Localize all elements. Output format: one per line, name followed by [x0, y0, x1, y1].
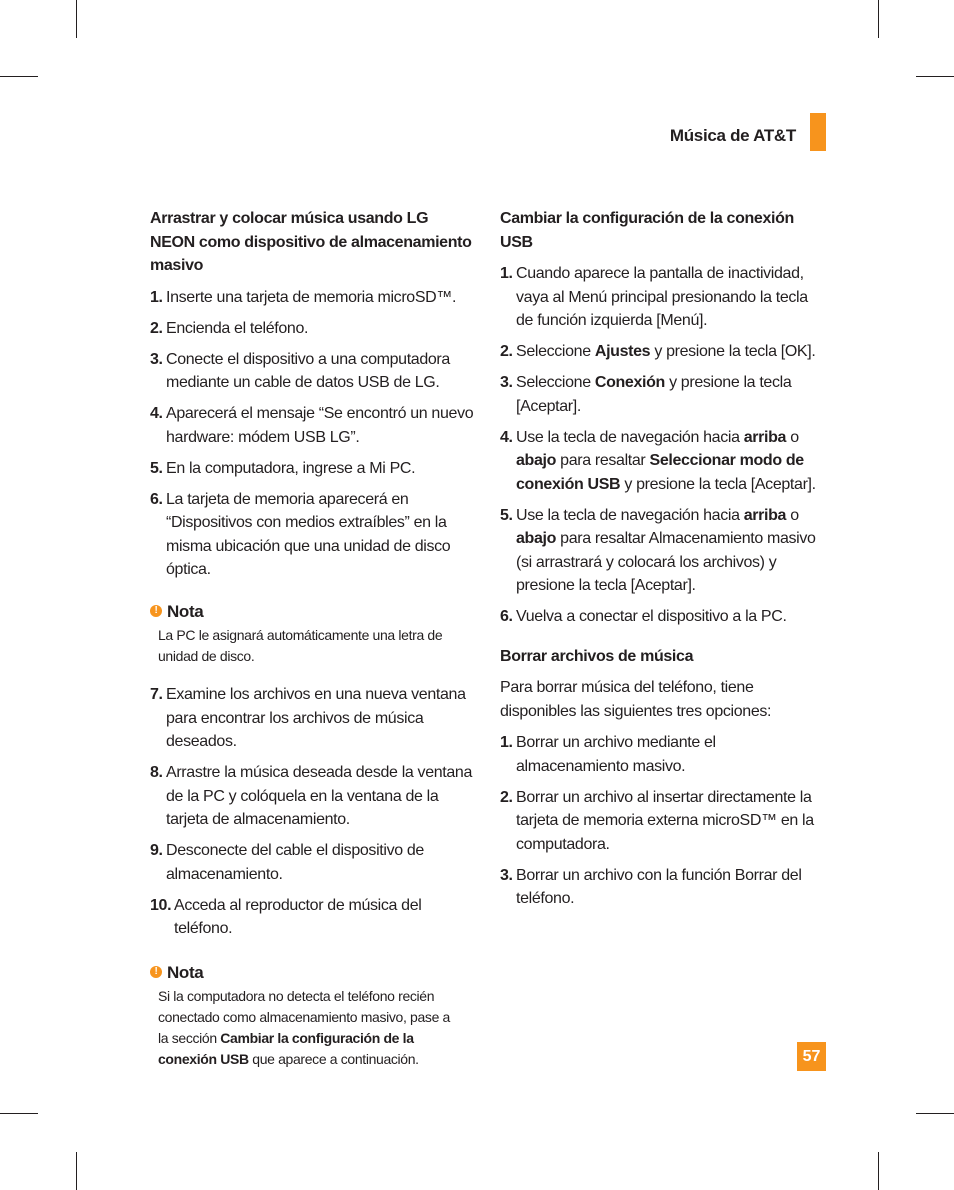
note-text: Si la computadora no detecta el teléfono recién conectado como almacenamiento masivo, pase a la sección Cambiar la configuración de la conexión USB que aparece a continuación. — [158, 988, 450, 1067]
section-title: Música de AT&T — [669, 126, 796, 145]
list-item — [150, 894, 476, 941]
crop-mark — [916, 1113, 954, 1114]
step-number: 3. — [500, 374, 513, 391]
step-number: 2. — [150, 319, 163, 337]
step-text: Encienda el teléfono. — [166, 319, 309, 337]
step-text: Borrar un archivo con la función Borrar del teléfono. — [516, 866, 802, 907]
section-heading: Borrar archivos de música — [500, 647, 694, 665]
list-item: 5. Use la tecla de navegación hacia arriba o abajo para resaltar Almacenamiento masivo (si arrastrará y colocará los archivos) y presione la tecla [Aceptar]. — [500, 504, 826, 598]
list-item: 4. Use la tecla de navegación hacia arriba o abajo para resaltar Seleccionar modo de conexión USB y presione la tecla [Aceptar]. — [500, 426, 826, 497]
step-number: 5. — [500, 506, 513, 524]
list-item — [500, 786, 826, 857]
crop-mark — [916, 76, 954, 77]
note — [150, 961, 476, 1071]
list-item — [150, 317, 476, 341]
note-title: Nota — [167, 601, 204, 621]
step-number: 1. — [150, 288, 163, 306]
list-item — [150, 457, 476, 481]
step-text: Examine los archivos en una nueva ventana para encontrar los archivos de música deseados. — [166, 686, 466, 750]
step-number: 9. — [150, 842, 163, 859]
note-text: La PC le asignará automáticamente una letra de unidad de disco. — [158, 627, 443, 664]
note-title: Nota — [167, 962, 204, 982]
step-number: 2. — [500, 788, 513, 806]
step-number: 7. — [150, 686, 163, 703]
left-column — [150, 207, 476, 1086]
page-number: 57 — [797, 1042, 826, 1071]
crop-mark — [0, 76, 38, 77]
section-tab — [810, 113, 826, 151]
crop-mark — [878, 0, 879, 38]
steps-list — [150, 683, 476, 941]
step-text: Arrastre la música deseada desde la ventana de la PC y colóquela en la ventana de la tarjeta de almacenamiento. — [166, 764, 473, 828]
step-number: 4. — [500, 428, 513, 446]
note — [150, 600, 476, 668]
step-number: 10. — [150, 896, 172, 914]
list-item: 3. Seleccione Conexión y presione la tecla [Aceptar]. — [500, 371, 826, 418]
step-number: 6. — [500, 608, 513, 625]
right-column — [500, 207, 826, 918]
crop-mark — [76, 0, 77, 38]
step-text: Aparecerá el mensaje “Se encontró un nuevo hardware: módem USB LG”. — [166, 405, 474, 446]
list-item — [150, 286, 476, 310]
step-number: 6. — [150, 490, 163, 508]
steps-list — [500, 262, 826, 629]
exclamation-icon: ! — [150, 966, 162, 978]
step-number: 3. — [150, 350, 163, 368]
step-text: Desconecte del cable el dispositivo de almacenamiento. — [166, 842, 424, 883]
list-item — [150, 683, 476, 754]
note-link-text: Cambiar la configuración de la conexión USB — [158, 1030, 414, 1067]
step-number: 1. — [500, 734, 513, 751]
list-item — [500, 731, 826, 778]
list-item — [150, 402, 476, 449]
list-item — [150, 839, 476, 886]
exclamation-icon: ! — [150, 605, 162, 617]
step-text: Conecte el dispositivo a una computadora mediante un cable de datos USB de LG. — [166, 350, 450, 391]
list-item — [150, 761, 476, 832]
step-number: 8. — [150, 764, 163, 781]
step-text: La tarjeta de memoria aparecerá en “Dispositivos con medios extraíbles” en la misma ubicación que una unidad de disco óptica. — [166, 490, 451, 578]
step-number: 3. — [500, 866, 513, 884]
list-item — [150, 488, 476, 582]
crop-mark — [878, 1152, 879, 1190]
step-text: Inserte una tarjeta de memoria microSD™. — [166, 288, 457, 306]
steps-list — [150, 286, 476, 582]
list-item — [500, 864, 826, 911]
list-item: 2. Seleccione Ajustes y presione la tecla [OK]. — [500, 340, 826, 364]
list-item — [150, 348, 476, 395]
crop-mark — [0, 1113, 38, 1114]
step-text: En la computadora, ingrese a Mi PC. — [166, 459, 416, 477]
step-number: 2. — [500, 343, 513, 360]
step-text: Borrar un archivo mediante el almacenamiento masivo. — [516, 734, 716, 775]
intro-text: Para borrar música del teléfono, tiene disponibles las siguientes tres opciones: — [500, 679, 772, 720]
section-heading: Cambiar la configuración de la conexión USB — [500, 210, 794, 251]
list-item: 1. Cuando aparece la pantalla de inactividad, vaya al Menú principal presionando la tecla de función izquierda [Menú]. — [500, 262, 826, 333]
steps-list — [500, 731, 826, 911]
section-heading: Arrastrar y colocar música usando LG NEON como dispositivo de almacenamiento masivo — [150, 210, 472, 274]
list-item: 6. Vuelva a conectar el dispositivo a la PC. — [500, 605, 826, 629]
crop-mark — [76, 1152, 77, 1190]
step-number: 1. — [500, 265, 513, 282]
step-text: Borrar un archivo al insertar directamente la tarjeta de memoria externa microSD™ en la computadora. — [516, 788, 814, 853]
step-text: Acceda al reproductor de música del teléfono. — [174, 896, 422, 937]
step-number: 4. — [150, 405, 163, 422]
step-number: 5. — [150, 459, 163, 477]
